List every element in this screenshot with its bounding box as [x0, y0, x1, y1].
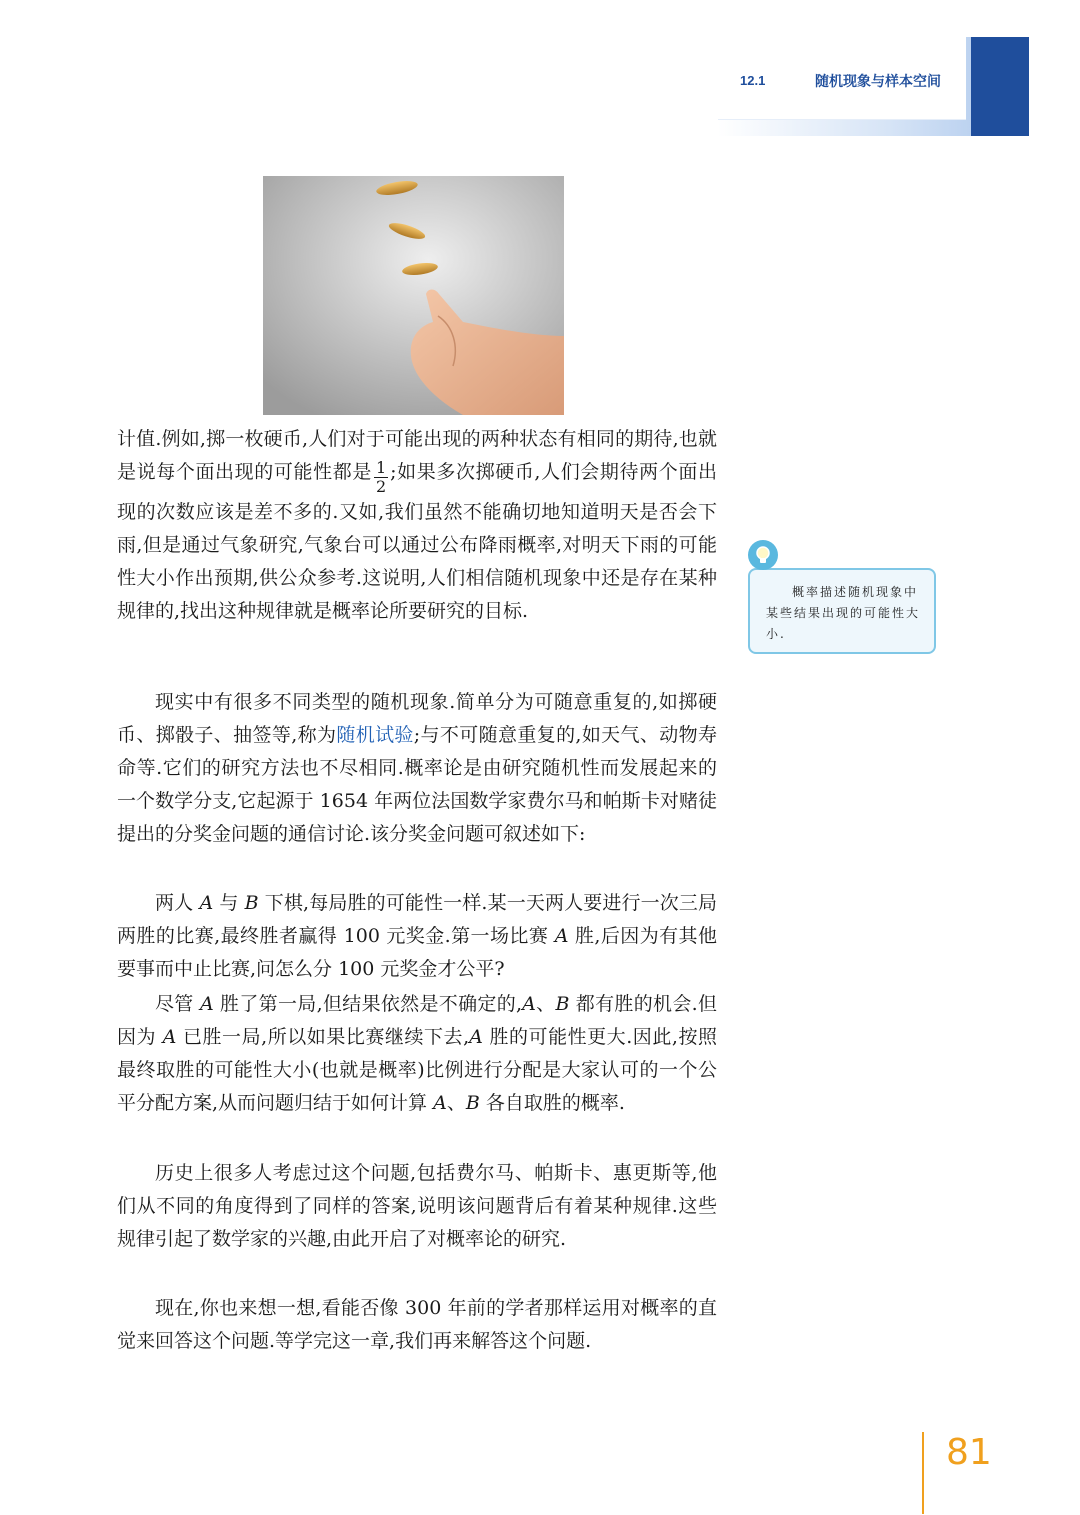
paragraph-3-text-c: 下棋,每局胜的可能性一样.某一天两人要进行一次三局两胜的比赛,最终胜者赢得 100 元奖金.第一场比赛: [117, 892, 717, 947]
variable-B: B: [244, 892, 259, 914]
variable-A: A: [162, 1026, 177, 1048]
paragraph-3-text-d: 胜,后因为有其他要事而中止比赛,问怎么分 100 元奖金才公平?: [117, 925, 717, 980]
section-title: 随机现象与样本空间: [815, 74, 941, 90]
variable-A: A: [469, 1026, 483, 1048]
fraction-one-half: [374, 459, 388, 496]
fraction-numerator: 1: [375, 458, 387, 477]
paragraph-4: [117, 988, 717, 1120]
paragraph-3: [117, 887, 717, 986]
page-number: 81: [946, 1432, 992, 1473]
paragraph-4-text-d: 都有胜的机会.但因为: [117, 993, 717, 1048]
paragraph-2: [117, 686, 717, 851]
lightbulb-icon: [748, 540, 778, 570]
variable-A: A: [522, 993, 536, 1015]
header-accent-bar: [971, 37, 1029, 136]
variable-A: A: [199, 993, 214, 1015]
paragraph-4-text-e: 已胜一局,所以如果比赛继续下去,: [176, 1026, 470, 1048]
paragraph-4-text-b: 胜了第一局,但结果依然是不确定的,: [213, 993, 523, 1015]
paragraph-6: 现在,你也来想一想,看能否像 300 年前的学者那样运用对概率的直觉来回答这个问题.等学完这一章,我们再来解答这个问题.: [117, 1297, 717, 1352]
paragraph-3-text-a: 两人: [155, 892, 200, 914]
paragraph-2-text-a: 现实中有很多不同类型的随机现象.简单分为可随意重复的,如掷硬币、掷骰子、抽签等,称为: [117, 691, 717, 746]
paragraph-4-text-c: 、: [535, 993, 556, 1015]
coin-toss-illustration: [263, 176, 564, 415]
paragraph-1: [117, 423, 717, 628]
variable-A: A: [433, 1092, 447, 1114]
paragraph-4-text-g: 、: [446, 1092, 466, 1114]
side-note-text: 概率描述随机现象中某些结果出现的可能性大小.: [766, 585, 921, 641]
paragraph-5: 历史上很多人考虑过这个问题,包括费尔马、帕斯卡、惠更斯等,他们从不同的角度得到了同样的答案,说明该问题背后有着某种规律.这些规律引起了数学家的兴趣,由此开启了对概率论的研究.: [117, 1162, 717, 1250]
paragraph-2-text-b: ;与不可随意重复的,如天气、动物寿命等.它们的研究方法也不尽相同.概率论是由研究随机性而发展起来的一个数学分支,它起源于 1654 年两位法国数学家费尔马和帕斯卡对赌徒提出的分奖金问题的通信讨论.该分奖金问题可叙述如下:: [117, 724, 717, 845]
coin-toss-photo: [263, 176, 564, 415]
variable-B: B: [555, 993, 570, 1015]
paragraph-4-text-f: 胜的可能性更大.因此,按照最终取胜的可能性大小(也就是概率)比例进行分配是大家认可的一个公平分配方案,从而问题归结于如何计算: [117, 1026, 717, 1114]
keyword-random-experiment: 随机试验: [336, 724, 414, 746]
variable-A: A: [199, 892, 214, 914]
variable-A: A: [554, 925, 569, 947]
paragraph-4-text-h: 各自取胜的概率.: [479, 1092, 625, 1114]
paragraph-1-text-a: 计值.例如,掷一枚硬币,人们对于可能出现的两种状态有相同的期待,也就是说每个面出现的可能性都是: [117, 428, 717, 483]
section-number: 12.1: [740, 73, 766, 88]
page-number-rule: [922, 1432, 924, 1514]
paragraph-3-text-b: 与: [213, 892, 245, 914]
fraction-denominator: 2: [375, 477, 387, 496]
variable-B: B: [465, 1092, 480, 1114]
paragraph-4-text-a: 尽管: [155, 993, 200, 1015]
paragraph-1-text-b: ;如果多次掷硬币,人们会期待两个面出现的次数应该是差不多的.又如,我们虽然不能确切地知道明天是否会下雨,但是通过气象研究,气象台可以通过公布降雨概率,对明天下雨的可能性大小作出预期,供公众参考.这说明,人们相信随机现象中还是存在某种规律的,找出这种规律就是概率论所要研究的目标.: [117, 461, 717, 622]
